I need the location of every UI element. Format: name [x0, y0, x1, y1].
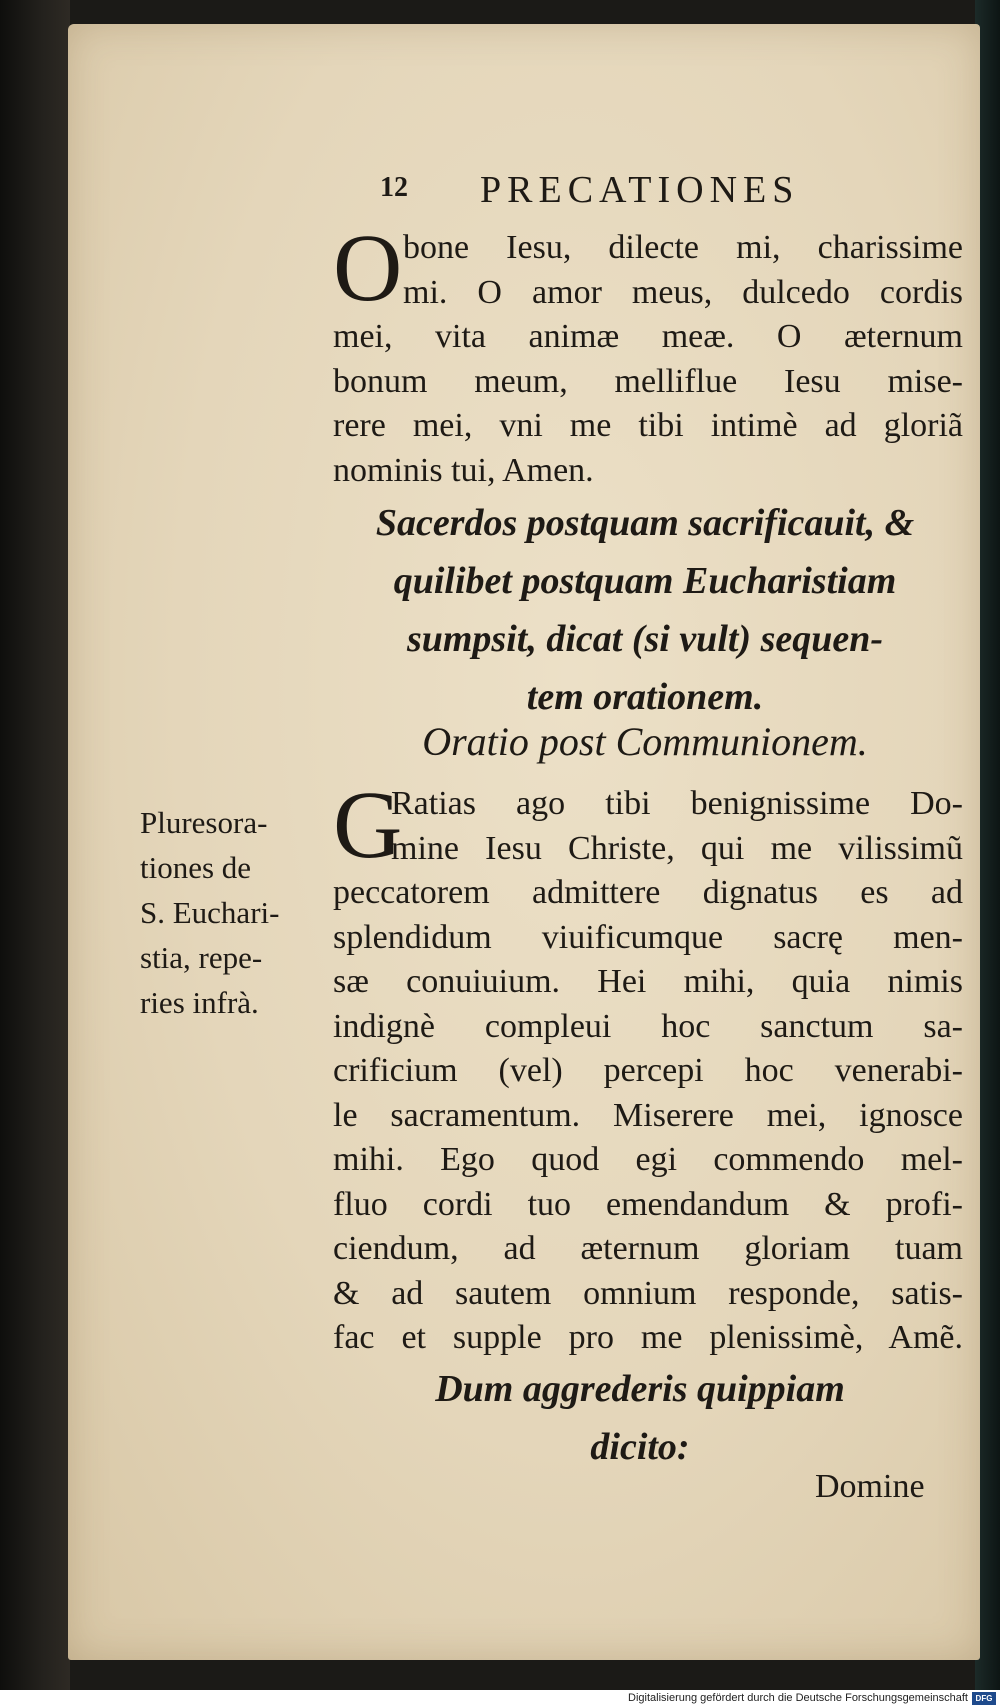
rubric-line: sumpsit, dicat (si vult) sequen-: [406, 618, 884, 660]
rubric-instruction: [330, 494, 960, 726]
prayer-2-line: & ad sautem omnium responde, satis-: [333, 1274, 963, 1312]
scan-background-left: [0, 0, 70, 1690]
prayer-1-line: rere mei, vni me tibi intimè ad gloriã: [333, 407, 963, 444]
running-title: PRECATIONES: [480, 169, 800, 211]
rubric-line: Sacerdos postquam sacrificauit, &: [375, 502, 915, 544]
prayer-2-line: ciendum, ad æternum gloriam tuam: [333, 1230, 963, 1267]
prayer-1-line: bone Iesu, dilecte mi, charissime: [403, 229, 963, 266]
prayer-2-line: mihi. Ego quod egi commendo mel-: [333, 1141, 963, 1178]
page-number: 12: [380, 172, 408, 203]
prayer-2-line: Ratias ago tibi benignissime Do-: [391, 785, 963, 822]
prayer-1-line: bonum meum, melliflue Iesu mise-: [333, 362, 963, 400]
prayer-2-line: fluo cordi tuo emendandum & profi-: [333, 1185, 963, 1223]
prayer-1-line: mei, vita animæ meæ. O æternum: [333, 318, 963, 355]
margin-note-line: ries infrà.: [140, 985, 259, 1020]
margin-note-line: S. Euchari-: [140, 895, 280, 930]
rubric-instruction-2: [360, 1360, 920, 1476]
catchword: Domine: [815, 1468, 925, 1505]
prayer-2-line: indignè compleui hoc sanctum sa-: [333, 1007, 963, 1045]
prayer-2-line: sæ conuiuium. Hei mihi, quia nimis: [333, 963, 963, 1000]
margin-note: [140, 800, 279, 1025]
prayer-2-line: peccatorem admittere dignatus es ad: [333, 874, 963, 911]
rubric-2-line: Dum aggrederis quippiam: [435, 1368, 845, 1410]
prayer-2-line: le sacramentum. Miserere mei, ignosce: [333, 1096, 963, 1134]
rubric-line: tem orationem.: [526, 676, 764, 718]
footer-credit: Digitalisierung gefördert durch die Deutsche Forschungsgemeinschaft: [628, 1692, 968, 1704]
rubric-line: quilibet postquam Eucharistiam: [393, 560, 897, 602]
prayer-2-line: mine Iesu Christe, qui me vilissimũ: [391, 829, 963, 867]
dropcap-g: G: [333, 771, 403, 878]
dropcap-o: O: [333, 214, 403, 321]
rubric-2-line: dicito:: [590, 1426, 690, 1468]
margin-note-line: Pluresora-: [140, 805, 268, 840]
margin-note-line: stia, repe-: [140, 940, 263, 975]
dfg-logo-icon: DFG: [972, 1692, 996, 1705]
prayer-2-line: fac et supple pro me plenissimè, Amẽ.: [333, 1319, 963, 1356]
prayer-1-line: nominis tui, Amen.: [333, 451, 594, 489]
prayer-1-line: mi. O amor meus, dulcedo cordis: [403, 273, 963, 311]
prayer-2: [333, 771, 963, 1361]
prayer-1: [333, 214, 963, 493]
prayer-2-line: crificium (vel) percepi hoc venerabi-: [333, 1052, 963, 1089]
prayer-2-line: splendidum viuificumque sacrę men-: [333, 918, 963, 956]
margin-note-line: tiones de: [140, 850, 252, 885]
section-heading: Oratio post Communionem.: [422, 719, 868, 764]
